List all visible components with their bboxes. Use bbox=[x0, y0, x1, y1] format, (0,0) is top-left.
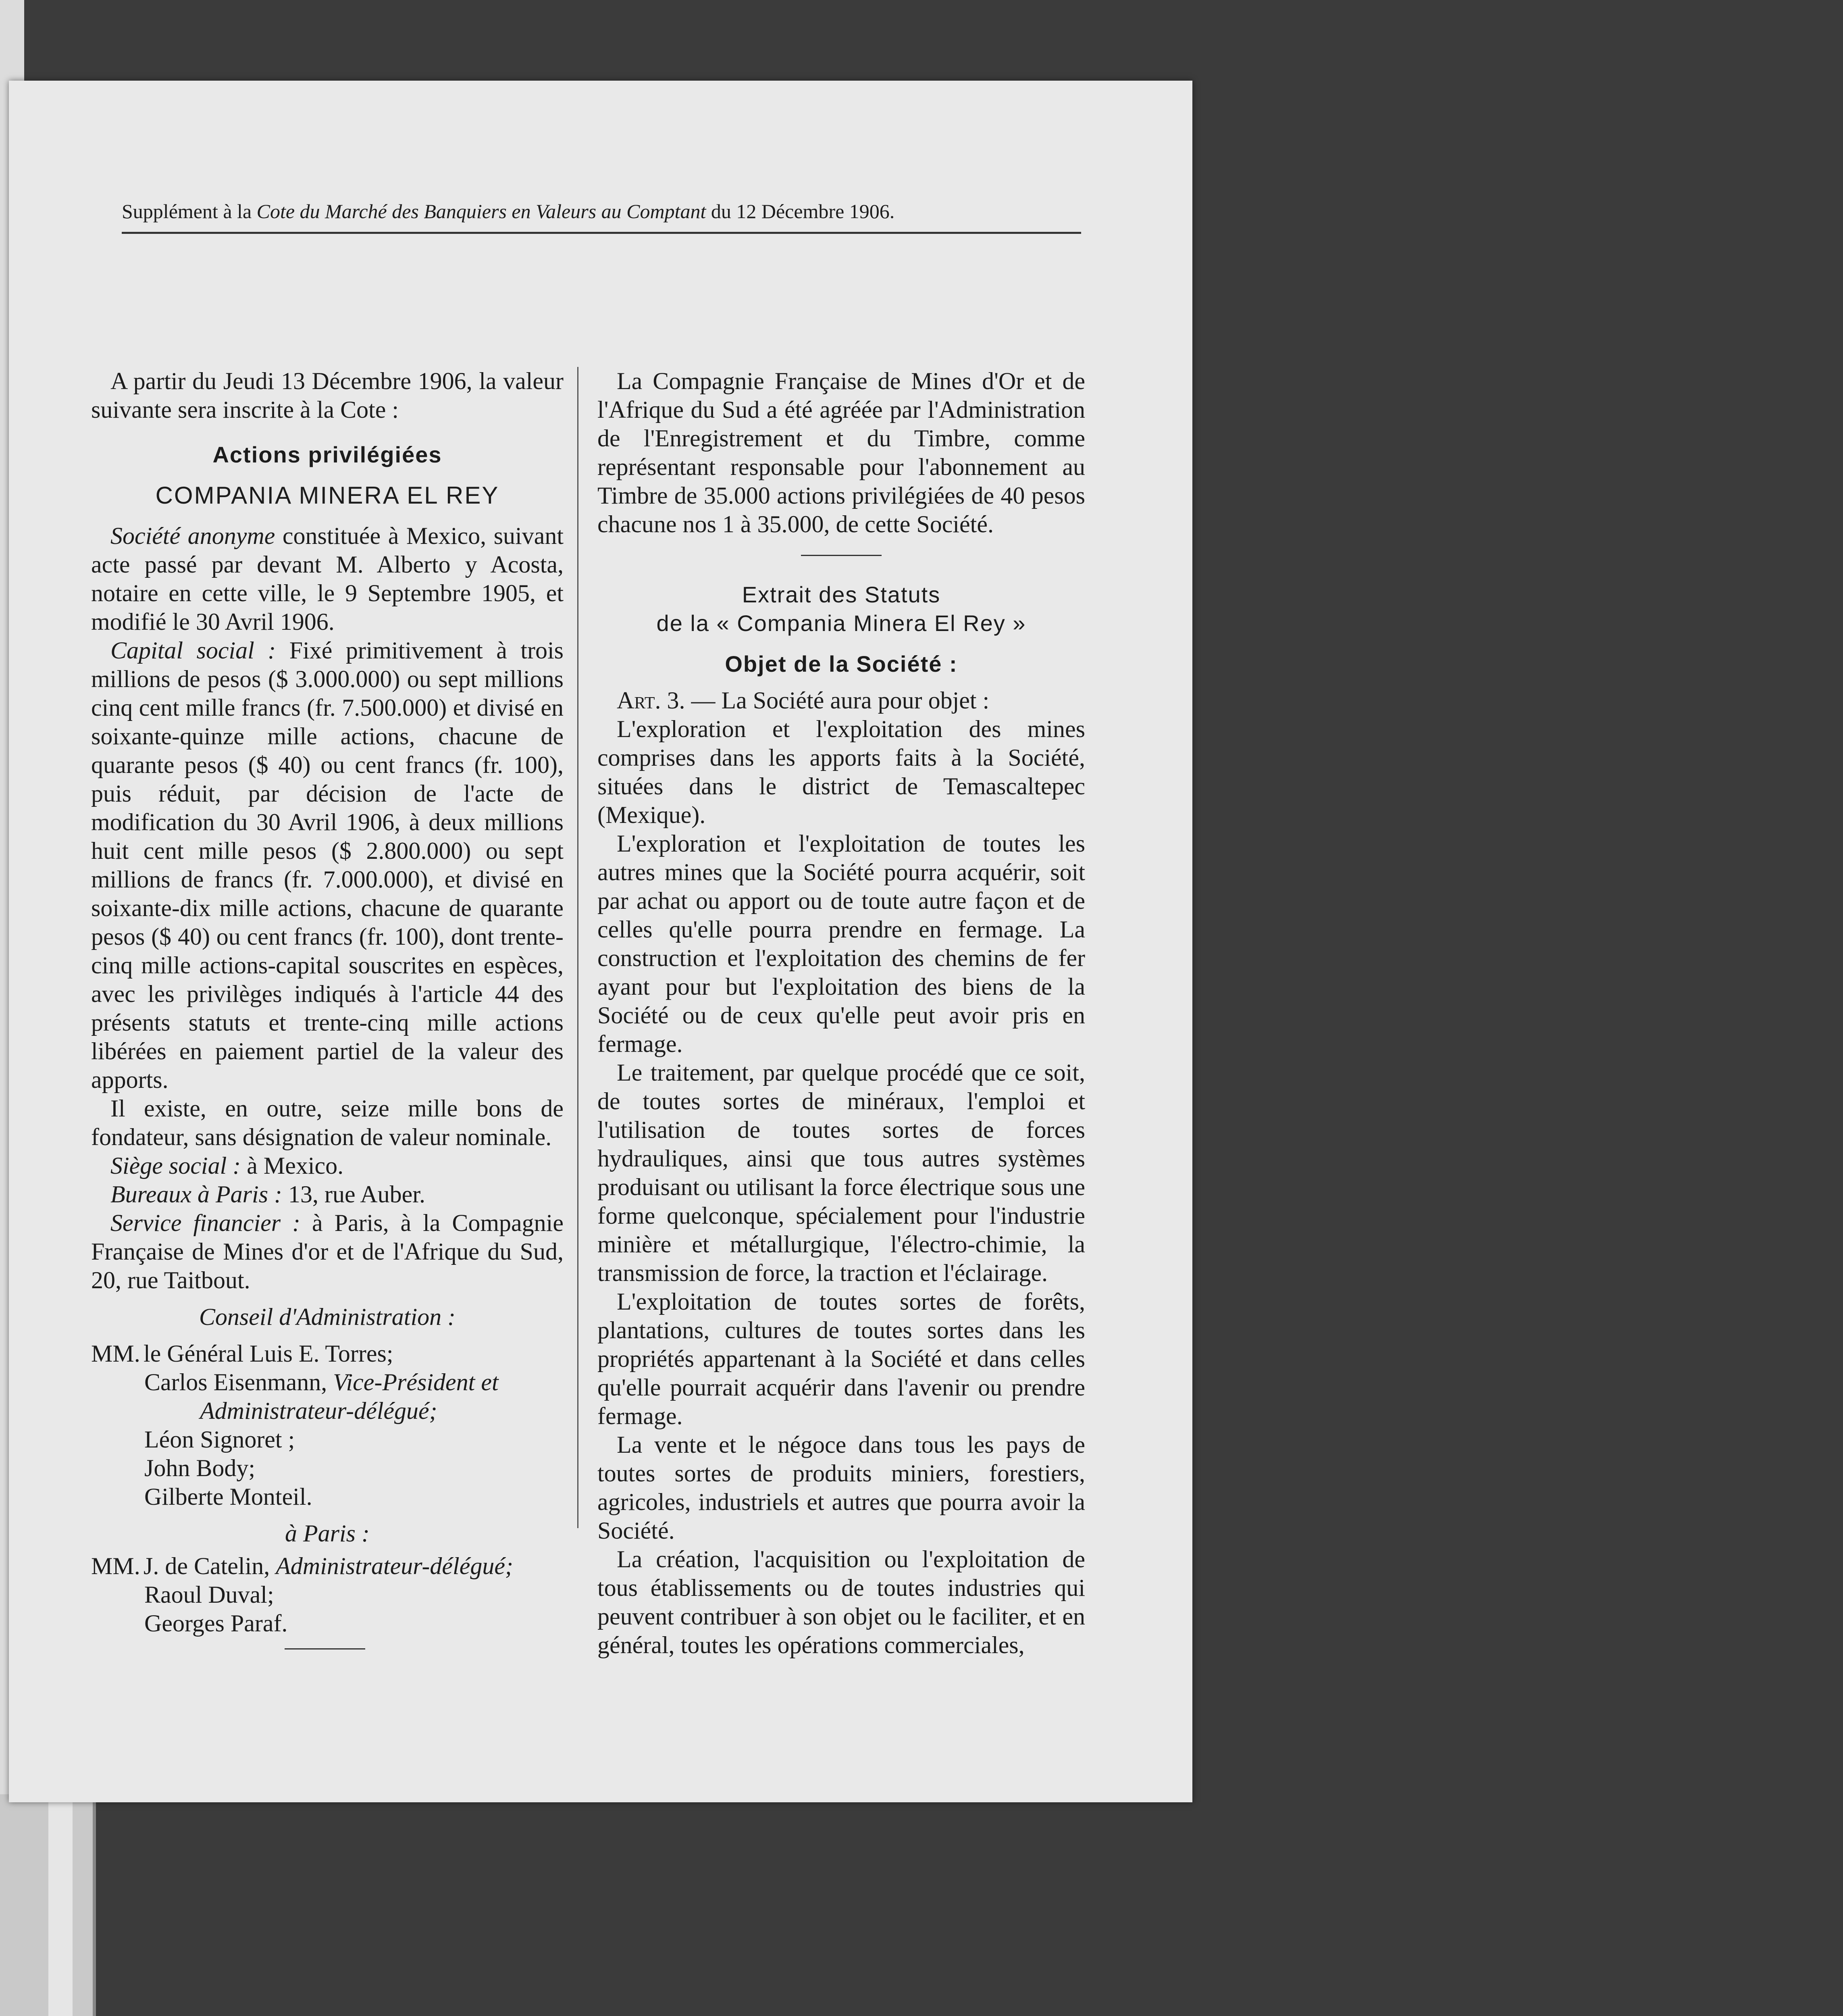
label-bureaux: Bureaux à Paris : bbox=[110, 1181, 283, 1208]
heading-company: COMPANIA MINERA EL REY bbox=[155, 482, 499, 509]
board-member-5: Gilberte Monteil. bbox=[144, 1483, 312, 1510]
paragraph-objet-4: L'exploitation de toutes sortes de forêts, plantations, cultures de toutes sortes dans les propriétés appartenant à la Société et dans celles qu'elle pourrait acquérir dans l'avenir ou prendre fermage. bbox=[597, 1288, 1085, 1429]
text-service: à Paris, à la Compagnie Française de Mines d'or et de l'Afrique du Sud, 20, rue Taitbout. bbox=[91, 1210, 564, 1293]
heading-objet: Objet de la Société : bbox=[725, 651, 958, 677]
text-capital: Fixé primitivement à trois millions de pesos ($ 3.000.000) ou sept millions cinq cent mille francs (fr. 7.500.000) et divisé en soixante-quinze mille actions, chacune de quarante pesos ($ 40) ou cent francs (fr. 100), puis réduit, par décision de l'acte de modification du 30 Avril 1906, à deux millions huit cent mille pesos ($ 2.800.000) ou sept millions de francs (fr. 7.000.000), et divisé en soixante-dix mille actions, chacune de quarante pesos ($ 40) ou cent francs (fr. 100), dont trente-cinq mille actions-capital souscrites en espèces, avec les privilèges indiqués à l'article 44 des présents statuts et trente-cinq mille actions libérées en paiement partiel de la valeur des apports. bbox=[91, 637, 564, 1093]
section-rule-right bbox=[801, 555, 882, 556]
intro-right: La Compagnie Française de Mines d'Or et de l'Afrique du Sud a été agréée par l'Administration de l'Enregistrement et du Timbre, comme représentant responsable pour l'abonnement au Timbre de 35.000 actions privilégiées de 40 pesos chacune nos 1 à 35.000, de cette Société. bbox=[597, 368, 1085, 537]
document-page bbox=[9, 81, 1192, 1802]
section-rule-left bbox=[285, 1648, 365, 1649]
paragraph-objet-5: La vente et le négoce dans tous les pays de toutes sortes de produits miniers, forestiers, agricoles, industriels et autres que pourra avoir la Société. bbox=[597, 1431, 1085, 1544]
label-societe: Société anonyme bbox=[110, 523, 275, 549]
paragraph-capital bbox=[91, 636, 564, 1094]
article-text: — La Société aura pour objet : bbox=[685, 687, 990, 714]
paragraph-bureaux bbox=[91, 1180, 564, 1209]
header-text-a: Supplément à la bbox=[122, 200, 257, 223]
text-bureaux: 13, rue Auber. bbox=[282, 1181, 425, 1208]
paris-member-1-name: J. de Catelin, bbox=[144, 1553, 276, 1579]
board-member-2-role-cont: Administrateur-délégué; bbox=[200, 1397, 437, 1424]
label-capital: Capital social : bbox=[110, 637, 276, 664]
paris-member-1 bbox=[144, 1552, 564, 1581]
paragraph-objet-3: Le traitement, par quelque procédé que ce soit, de toutes sortes de minéraux, l'emploi et l'utilisation de toutes sortes de forces hydrauliques, ainsi que tous autres systèmes produisant ou utilisant la force électrique sous une forme quelconque, spécialement pour l'industrie minière et métallurgique, l'électro-chimie, la transmission de force, la traction et l'éclairage. bbox=[597, 1059, 1085, 1286]
paragraph-service bbox=[91, 1209, 564, 1295]
header-text-b: Cote du Marché des Banquiers en Valeurs au Comptant bbox=[256, 200, 706, 223]
intro-paragraph: A partir du Jeudi 13 Décembre 1906, la valeur suivante sera inscrite à la Cote : bbox=[91, 368, 564, 423]
paris-member-1-role: Administrateur-délégué; bbox=[276, 1553, 513, 1579]
page-header bbox=[122, 200, 1081, 234]
paragraph-siege bbox=[91, 1152, 564, 1180]
text-societe: constituée à Mexico, suivant acte passé par devant M. Alberto y Acosta, notaire en cette ville, le 9 Septembre 1905, et modifié le 30 Avril 1906. bbox=[91, 523, 564, 635]
heading-actions: Actions privilégiées bbox=[212, 442, 442, 467]
heading-extrait-2: de la « Compania Minera El Rey » bbox=[656, 610, 1026, 636]
mm-prefix-paris: MM. bbox=[91, 1553, 140, 1579]
paris-members bbox=[91, 1552, 564, 1581]
header-text-c: du 12 Décembre 1906. bbox=[706, 200, 895, 223]
paragraph-societe bbox=[91, 522, 564, 636]
board-member-2-role: Vice-Président et bbox=[333, 1369, 499, 1395]
board-member-2 bbox=[91, 1368, 564, 1397]
column-divider bbox=[577, 367, 578, 1528]
background-page-stack bbox=[0, 1794, 96, 2016]
heading-conseil: Conseil d'Administration : bbox=[199, 1304, 456, 1330]
board-members bbox=[91, 1339, 564, 1368]
board-member-4: John Body; bbox=[144, 1455, 256, 1481]
right-column bbox=[597, 367, 1085, 1660]
paris-member-3: Georges Paraf. bbox=[144, 1610, 288, 1637]
board-member-3: Léon Signoret ; bbox=[144, 1426, 295, 1453]
article-label: Art. 3. bbox=[617, 687, 685, 714]
paragraph-bons: Il existe, en outre, seize mille bons de fondateur, sans désignation de valeur nominale. bbox=[91, 1095, 564, 1150]
left-column bbox=[91, 367, 564, 1660]
mm-prefix: MM. bbox=[91, 1340, 140, 1367]
paragraph-objet-2: L'exploration et l'exploitation de toutes les autres mines que la Société pourra acquérir, soit par achat ou apport ou de toute autre façon et de celles qu'elle pourra prendre en fermage. La construction et l'exploitation des chemins de fer ayant pour but l'exploitation des biens de la Société ou de ceux qu'elle peut avoir pris en fermage. bbox=[597, 830, 1085, 1057]
label-siege: Siège social : bbox=[110, 1152, 241, 1179]
board-member-2-name: Carlos Eisenmann, bbox=[144, 1369, 333, 1395]
text-siege: à Mexico. bbox=[241, 1152, 344, 1179]
heading-paris: à Paris : bbox=[285, 1520, 370, 1547]
board-member-1: le Général Luis E. Torres; bbox=[144, 1340, 393, 1367]
paragraph-objet-6: La création, l'acquisition ou l'exploitation de tous établissements ou de toutes industries qui peuvent contribuer à son objet ou le faciliter, et en général, toutes les opérations commerciales, bbox=[597, 1546, 1085, 1658]
paris-member-2: Raoul Duval; bbox=[144, 1581, 274, 1608]
paragraph-article bbox=[597, 686, 1085, 715]
label-service: Service financier : bbox=[110, 1210, 301, 1236]
paragraph-objet-1: L'exploration et l'exploitation des mines comprises dans les apports faits à la Société, situées dans le district de Temascaltepec (Mexique). bbox=[597, 716, 1085, 828]
background-page-edge bbox=[48, 1794, 73, 2016]
heading-extrait: Extrait des Statuts bbox=[742, 582, 941, 607]
